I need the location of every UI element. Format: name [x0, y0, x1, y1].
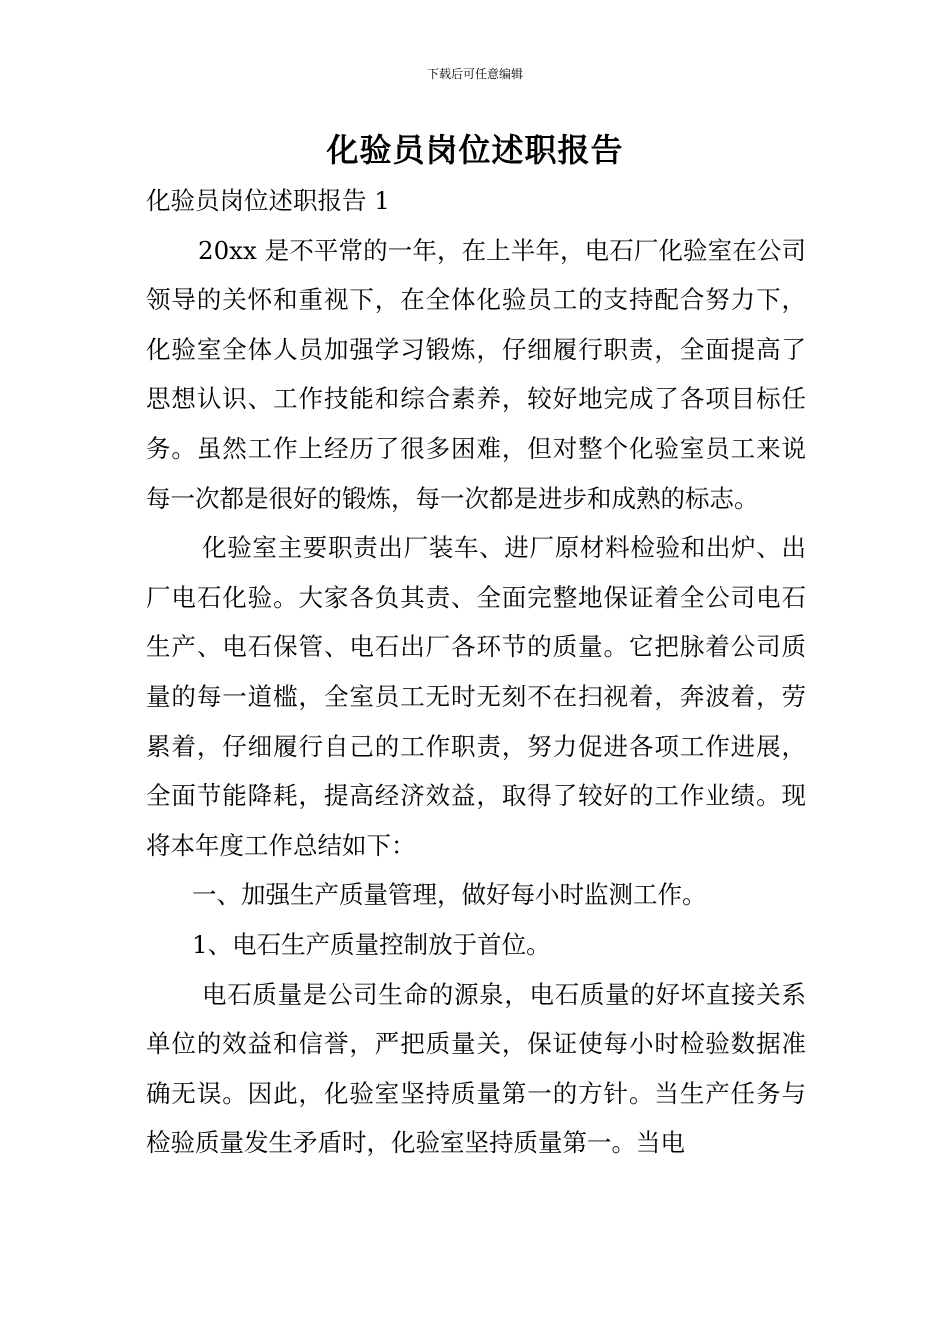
paragraph-intro: 20xx 是不平常的一年，在上半年，电石厂化验室在公司领导的关怀和重视下，在全体化验员工的支持配合努力下，化验室全体人员加强学习锻炼，仔细履行职责，全面提高了思想认识、工作技能和综合素养，较好地完成了各项目标任务。虽然工作上经历了很多困难，但对整个化验室员工来说每一次都是很好的锻炼，每一次都是进步和成熟的标志。 — [146, 235, 806, 513]
document-subtitle: 化验员岗位述职报告 1 — [146, 186, 390, 215]
header-note: 下载后可任意编辑 — [426, 67, 523, 81]
document-title: 化验员岗位述职报告 — [326, 131, 624, 169]
paragraph-quality: 电石质量是公司生命的源泉，电石质量的好坏直接关系单位的效益和信誉，严把质量关，保证使每小时检验数据准确无误。因此，化验室坚持质量第一的方针。当生产任务与检验质量发生矛盾时，化验室坚持质量第一。当电 — [146, 979, 806, 1158]
document-body — [146, 176, 806, 1168]
section-heading-1: 一、加强生产质量管理，做好每小时监测工作。 — [192, 880, 707, 910]
paragraph-duties: 化验室主要职责出厂装车、进厂原材料检验和出炉、出厂电石化验。大家各负其责、全面完整地保证着全公司电石生产、电石保管、电石出厂各环节的质量。它把脉着公司质量的每一道槛，全室员工无时无刻不在扫视着，奔波着，劳累着，仔细履行自己的工作职责，努力促进各项工作进展，全面节能降耗，提高经济效益，取得了较好的工作业绩。现将本年度工作总结如下： — [146, 533, 806, 860]
subsection-heading-1: 1、电石生产质量控制放于首位。 — [192, 929, 551, 959]
